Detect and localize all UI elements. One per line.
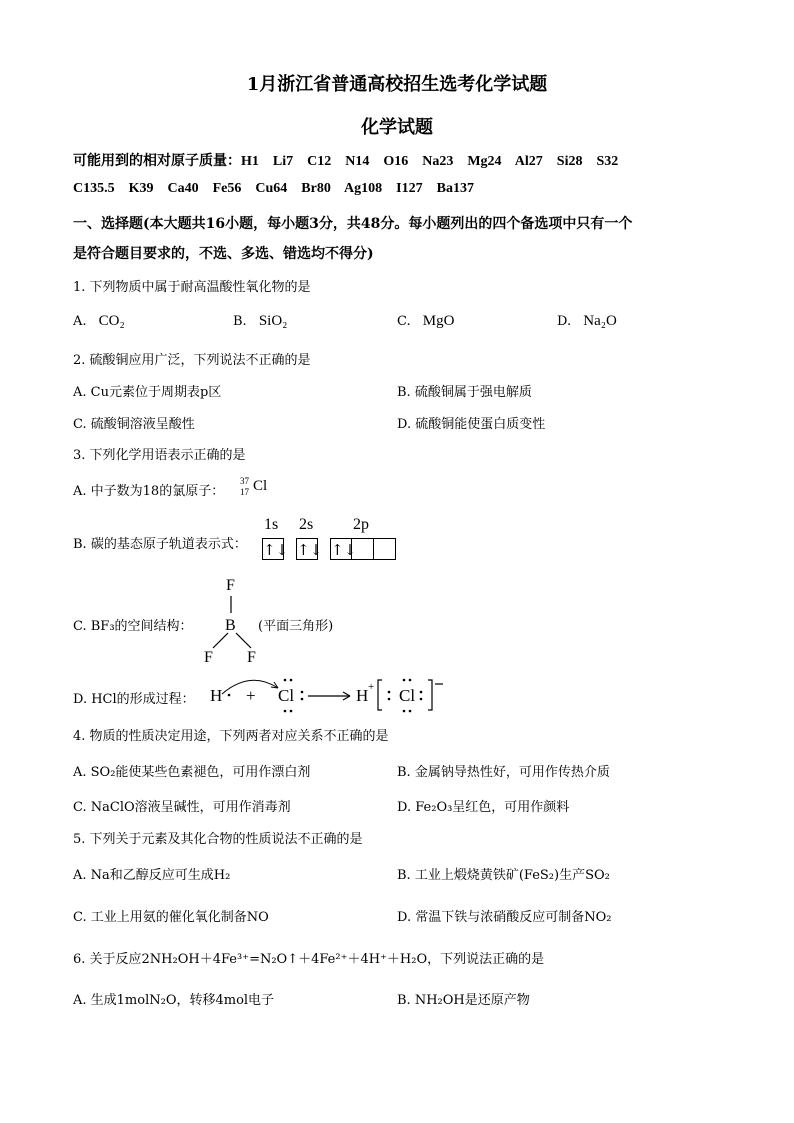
hcl-electron-diagram (200, 672, 460, 716)
q1-option-c-formula: MgO (422, 313, 455, 329)
q5-option-a: A. Na和乙醇反应可生成H₂ (73, 868, 231, 883)
cl-dot (301, 691, 304, 694)
cl-dot (301, 698, 304, 701)
hcl-product-cl: Cl (399, 686, 416, 705)
orbital-box-2p (330, 538, 396, 560)
q6-option-b: B. NH₂OH是还原产物 (397, 993, 530, 1008)
q4-option-a: A. SO₂能使某些色素褪色，可用作漂白剂 (73, 765, 311, 780)
h-ion-charge: + (368, 681, 375, 693)
atomic-mass-values-1: H1 Li7 C12 N14 O16 Na23 Mg24 Al27 Si28 S32 (241, 154, 619, 169)
q1-option-d-letter: D. (557, 314, 572, 329)
q3-option-d: D. HCl的形成过程： (73, 692, 195, 707)
q3-option-c: C. BF₃的空间结构： (73, 619, 193, 634)
hcl-product-h: H (356, 686, 369, 705)
cl-dot (290, 710, 293, 713)
atomic-mass-line-1 (73, 150, 618, 170)
cl-ion-dot (420, 691, 423, 694)
cl-ion-dot (388, 698, 391, 701)
cl-dot (290, 679, 293, 682)
bf3-boron: B (225, 617, 236, 634)
cl-ion-dot (403, 679, 406, 682)
orbital-label-2p: 2p (353, 516, 369, 533)
q1-option-c (397, 313, 454, 330)
right-bracket (428, 680, 432, 710)
q2-option-a: A. Cu元素位于周期表p区 (73, 385, 222, 400)
left-bracket (378, 680, 382, 710)
orbital-box-2s (296, 538, 323, 560)
q4-option-c: C. NaClO溶液呈碱性，可用作消毒剂 (73, 800, 291, 815)
q6-option-a: A. 生成1molN₂O，转移4mol电子 (73, 993, 275, 1008)
cl-ion-dot (403, 710, 406, 713)
bf3-fluorine-right: F (247, 649, 256, 666)
q3-nuclide-atomic-number: 17 (240, 487, 249, 497)
q1-option-c-letter: C. (397, 314, 411, 329)
orbital-box-2p-3 (374, 538, 396, 560)
orbital-label-1s: 1s (264, 516, 279, 533)
q5-option-c: C. 工业上用氨的催化氧化制备NO (73, 910, 269, 925)
atomic-mass-label: 可能用到的相对原子质量： (73, 153, 241, 169)
orbital-label-2s: 2s (299, 516, 314, 533)
orbital-box-2p-1: ↑↓ (330, 538, 352, 560)
q5-option-b: B. 工业上煅烧黄铁矿(FeS₂)生产SO₂ (397, 868, 610, 883)
q6-stem: 6. 关于反应2NH₂OH＋4Fe³⁺=N₂O↑＋4Fe²⁺＋4H⁺＋H₂O，下列说法正确的是 (73, 952, 545, 967)
q2-option-b: B. 硫酸铜属于强电解质 (397, 385, 532, 400)
orbital-box-2p-2 (352, 538, 374, 560)
q2-stem: 2. 硫酸铜应用广泛，下列说法不正确的是 (73, 353, 311, 368)
cl-ion-dot (420, 698, 423, 701)
q1-option-d (557, 313, 617, 330)
q5-option-d: D. 常温下铁与浓硝酸反应可制备NO₂ (397, 910, 612, 925)
bf3-shape-note: (平面三角形) (258, 619, 334, 634)
h-electron-dot (228, 694, 231, 697)
hcl-reactant-cl: Cl (278, 686, 295, 705)
q2-option-c: C. 硫酸铜溶液呈酸性 (73, 417, 195, 432)
bond-b-f-right (236, 633, 251, 648)
cl-ion-dot (409, 679, 412, 682)
q3-option-a-text: A. 中子数为18的氯原子： (73, 484, 225, 499)
bf3-fluorine-left: F (204, 649, 213, 666)
orbital-box-1s (262, 538, 289, 560)
q1-option-b-letter: B. (233, 314, 247, 329)
q2-option-d: D. 硫酸铜能使蛋白质变性 (397, 417, 546, 432)
bf3-fluorine-top: F (226, 577, 235, 594)
q3-stem: 3. 下列化学用语表示正确的是 (73, 448, 246, 463)
q1-option-a (73, 313, 125, 330)
q1-stem: 1. 下列物质中属于耐高温酸性氧化物的是 (73, 280, 311, 295)
hcl-plus-sign: + (246, 686, 256, 705)
section-heading-line-2: 是符合题目要求的，不选、多选、错选均不得分) (73, 246, 374, 262)
orbital-box-1s-paired: ↑↓ (262, 538, 284, 560)
q1-option-a-formula: CO₂ (98, 313, 125, 329)
q4-option-d: D. Fe₂O₃呈红色，可用作颜料 (397, 800, 570, 815)
page-subtitle: 化学试题 (361, 117, 433, 138)
q3-nuclide-mass: 37 (240, 476, 249, 486)
electron-transfer-arc (222, 680, 278, 694)
orbital-box-2s-paired: ↑↓ (296, 538, 318, 560)
q5-stem: 5. 下列关于元素及其化合物的性质说法不正确的是 (73, 832, 363, 847)
q1-option-b-formula: SiO₂ (258, 313, 288, 329)
cl-ion-dot (409, 710, 412, 713)
cl-ion-dot (388, 691, 391, 694)
section-heading-line-1: 一、选择题(本大题共16小题，每小题3分，共48分。每小题列出的四个备选项中只有一个 (73, 216, 633, 232)
q4-option-b: B. 金属钠导热性好，可用作传热介质 (397, 765, 610, 780)
cl-dot (284, 710, 287, 713)
hcl-reactant-h: H (210, 686, 223, 705)
bond-b-f-left (213, 633, 228, 648)
cl-dot (284, 679, 287, 682)
q1-option-a-letter: A. (73, 314, 87, 329)
page-title: 1月浙江省普通高校招生选考化学试题 (246, 74, 548, 95)
q1-option-b (233, 313, 287, 330)
q3-option-b: B. 碳的基态原子轨道表示式： (73, 537, 247, 552)
q3-nuclide-symbol: Cl (253, 478, 268, 494)
q4-stem: 4. 物质的性质决定用途，下列两者对应关系不正确的是 (73, 729, 389, 744)
q1-option-d-formula: Na₂O (583, 313, 617, 329)
q3-option-a (73, 480, 224, 499)
atomic-mass-values-2: C135.5 K39 Ca40 Fe56 Cu64 Br80 Ag108 I127 Ba137 (73, 181, 474, 196)
